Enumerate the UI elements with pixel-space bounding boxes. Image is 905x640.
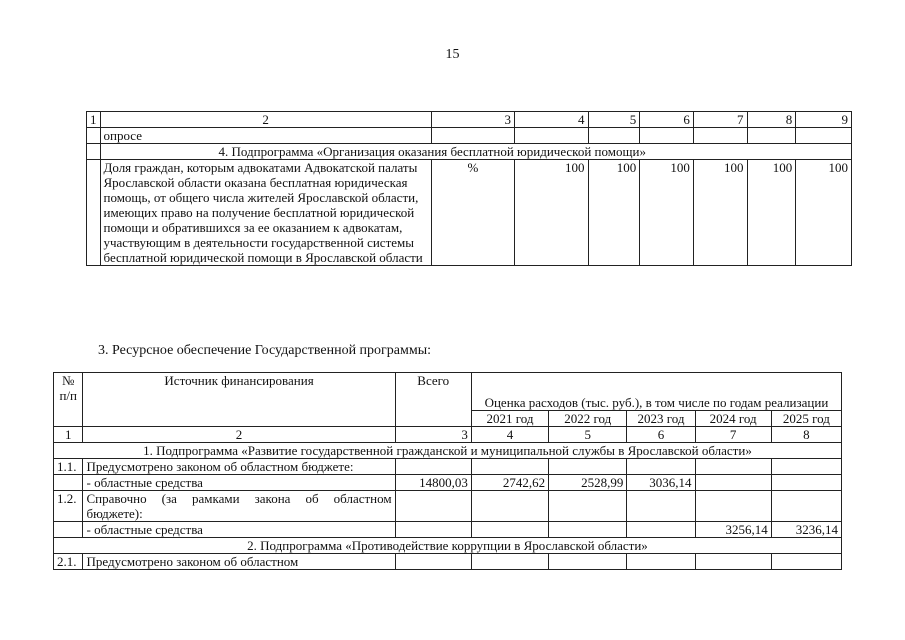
year-header: 2023 год (627, 411, 695, 427)
resources-table (53, 372, 842, 570)
year-value: 2742,62 (471, 475, 548, 491)
indicator-value: 100 (515, 160, 588, 266)
col-header: 8 (747, 112, 796, 128)
year-value: 3036,14 (627, 475, 695, 491)
col-header: 6 (640, 112, 694, 128)
total-header: Всего (395, 373, 471, 427)
col-number: 7 (695, 427, 771, 443)
indicator-unit: % (431, 160, 514, 266)
row-label: - областные средства (83, 522, 395, 538)
col-header: 5 (588, 112, 640, 128)
year-value: 3256,14 (695, 522, 771, 538)
year-header: 2024 год (695, 411, 771, 427)
row-label: Справочно (за рамками закона об областном бюджете): (83, 491, 395, 522)
year-value (695, 475, 771, 491)
col-header: 1 (87, 112, 101, 128)
estimate-header: Оценка расходов (тыс. руб.), в том числе по годам реализации (471, 373, 841, 411)
year-value (471, 522, 548, 538)
subprogram-title: 4. Подпрограмма «Организация оказания бесплатной юридической помощи» (100, 144, 852, 160)
col-number: 4 (471, 427, 548, 443)
row-number: 1.2. (54, 491, 83, 522)
year-header: 2021 год (471, 411, 548, 427)
col-number: 3 (395, 427, 471, 443)
indicator-value: 100 (796, 160, 852, 266)
subprogram-row (54, 538, 842, 554)
subprogram-row (54, 443, 842, 459)
col-number: 2 (83, 427, 395, 443)
year-value: 2528,99 (549, 475, 627, 491)
table-row (54, 475, 842, 491)
col-header: 3 (431, 112, 514, 128)
section-title: 3. Ресурсное обеспечение Государственной программы: (98, 343, 432, 358)
col-number: 5 (549, 427, 627, 443)
indicator-value: 100 (747, 160, 796, 266)
row-label: Предусмотрено законом об областном (83, 554, 395, 570)
num-header: № п/п (54, 373, 83, 427)
total-value (395, 522, 471, 538)
subprogram-title: 2. Подпрограмма «Противодействие коррупции в Ярославской области» (54, 538, 842, 554)
table-row (54, 522, 842, 538)
subprogram-row (87, 144, 852, 160)
year-header: 2022 год (549, 411, 627, 427)
continuation-text: опросе (100, 128, 431, 144)
indicator-value: 100 (640, 160, 694, 266)
indicator-value: 100 (588, 160, 640, 266)
year-header: 2025 год (771, 411, 841, 427)
subprogram-title: 1. Подпрограмма «Развитие государственной гражданской и муниципальной службы в Ярославской области» (54, 443, 842, 459)
header-row (87, 112, 852, 128)
row-label: Предусмотрено законом об областном бюджете: (83, 459, 395, 475)
row-number: 2.1. (54, 554, 83, 570)
table-row (87, 128, 852, 144)
table-row (54, 554, 842, 570)
indicators-table (86, 111, 852, 266)
indicator-name: Доля граждан, которым адвокатами Адвокатской палаты Ярославской области оказана бесплатная юридическая помощь, от общего числа жителей Ярославской области, имеющих право на получение бесплатной юридической помощи и обратившихся за ее оказанием к адвокатам, участвующим в деятельности государственной системы бесплатной юридической помощи в Ярославской области (100, 160, 431, 266)
page-number: 15 (445, 47, 460, 62)
row-label: - областные средства (83, 475, 395, 491)
indicator-value: 100 (693, 160, 747, 266)
col-header: 4 (515, 112, 588, 128)
indicator-row (87, 160, 852, 266)
col-header: 2 (100, 112, 431, 128)
source-header: Источник финансирования (83, 373, 395, 427)
col-header: 7 (693, 112, 747, 128)
year-value (771, 475, 841, 491)
col-numbers-row (54, 427, 842, 443)
col-number: 8 (771, 427, 841, 443)
total-value: 14800,03 (395, 475, 471, 491)
table-row (54, 459, 842, 475)
col-number: 6 (627, 427, 695, 443)
year-value: 3236,14 (771, 522, 841, 538)
col-header: 9 (796, 112, 852, 128)
row-number: 1.1. (54, 459, 83, 475)
year-value (549, 522, 627, 538)
col-number: 1 (54, 427, 83, 443)
header-row (54, 373, 842, 411)
year-value (627, 522, 695, 538)
table-row (54, 491, 842, 522)
